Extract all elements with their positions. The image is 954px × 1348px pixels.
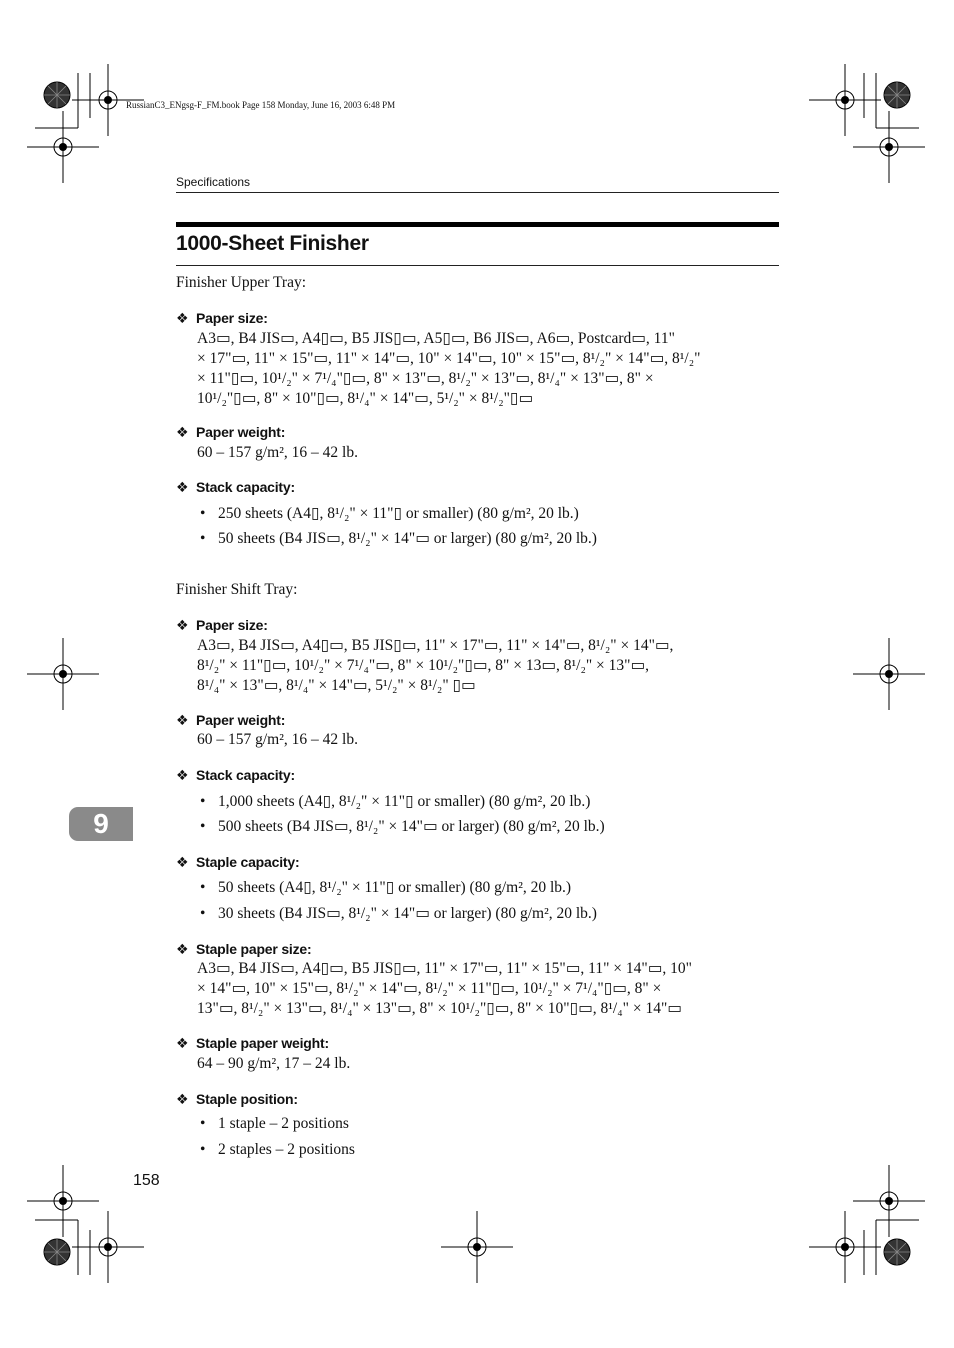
text-line: × 11"▯▭, 10¹/₂" × 7¹/₄"▯▭, 8" × 13"▭, 8¹/₂" × 13"▭, 8¹/₄" × 13"▭, 8" × [197, 370, 654, 387]
staple-paper-size-text [197, 959, 779, 1019]
upper-paper-weight-label: ❖ Paper weight: [176, 424, 286, 440]
staple-paper-weight-value: 64 – 90 g/m², 17 – 24 lb. [197, 1055, 351, 1072]
list-item: • 250 sheets (A4▯, 8¹/₂" × 11"▯ or smaller) (80 g/m², 20 lb.) [200, 505, 579, 522]
shift-paper-weight-label: ❖ Paper weight: [176, 712, 286, 728]
bullet-icon: • [200, 1115, 206, 1132]
section-title: 1000-Sheet Finisher [176, 232, 369, 255]
text-line: × 17"▭, 11" × 15"▭, 11" × 14"▭, 10" × 14"▭, 10" × 15"▭, 8¹/₂" × 14"▭, 8¹/₂" [197, 350, 701, 367]
chapter-tab: 9 [69, 807, 133, 841]
text-line: A3▭, B4 JIS▭, A4▯▭, B5 JIS▯▭, A5▯▭, B6 JIS▭, A6▭, Postcard▭, 11" [197, 330, 675, 347]
bullet-icon: • [200, 530, 206, 547]
shift-stack-capacity-label: ❖ Stack capacity: [176, 767, 295, 783]
list-item: • 500 sheets (B4 JIS▭, 8¹/₂" × 14"▭ or larger) (80 g/m², 20 lb.) [200, 818, 605, 835]
diamond-bullet-icon: ❖ [176, 854, 189, 870]
diamond-bullet-icon: ❖ [176, 941, 189, 957]
header-divider [176, 192, 779, 193]
list-item: • 2 staples – 2 positions [200, 1141, 355, 1158]
upper-paper-size-label: ❖ Paper size: [176, 310, 268, 326]
bullet-icon: • [200, 793, 206, 810]
upper-paper-size-text [197, 329, 779, 409]
text-line: A3▭, B4 JIS▭, A4▯▭, B5 JIS▯▭, 11" × 17"▭, 11" × 15"▭, 11" × 14"▭, 10" [197, 960, 692, 977]
list-item: • 50 sheets (A4▯, 8¹/₂" × 11"▯ or smaller) (80 g/m², 20 lb.) [200, 879, 572, 896]
shift-tray-title: Finisher Shift Tray: [176, 581, 298, 598]
section-divider [176, 265, 779, 266]
diamond-bullet-icon: ❖ [176, 479, 189, 495]
text-line: 13"▭, 8¹/₂" × 13"▭, 8¹/₄" × 13"▭, 8" × 10¹/₂"▯▭, 8" × 10"▯▭, 8¹/₄" × 14"▭ [197, 1000, 682, 1017]
bullet-icon: • [200, 505, 206, 522]
staple-position-label: ❖ Staple position: [176, 1091, 298, 1107]
shift-paper-size-text [197, 636, 779, 696]
list-item: • 1,000 sheets (A4▯, 8¹/₂" × 11"▯ or smaller) (80 g/m², 20 lb.) [200, 793, 591, 810]
list-item: • 30 sheets (B4 JIS▭, 8¹/₂" × 14"▭ or larger) (80 g/m², 20 lb.) [200, 905, 597, 922]
text-line: A3▭, B4 JIS▭, A4▯▭, B5 JIS▯▭, 11" × 17"▭, 11" × 14"▭, 8¹/₂" × 14"▭, [197, 637, 674, 654]
diamond-bullet-icon: ❖ [176, 617, 189, 633]
diamond-bullet-icon: ❖ [176, 310, 189, 326]
running-head: Specifications [176, 175, 251, 189]
text-line: × 14"▭, 10" × 15"▭, 8¹/₂" × 14"▭, 8¹/₂" × 11"▯▭, 10¹/₂" × 7¹/₄"▯▭, 8" × [197, 980, 662, 997]
diamond-bullet-icon: ❖ [176, 712, 189, 728]
list-item: • 50 sheets (B4 JIS▭, 8¹/₂" × 14"▭ or larger) (80 g/m², 20 lb.) [200, 530, 597, 547]
upper-stack-capacity-label: ❖ Stack capacity: [176, 479, 295, 495]
diamond-bullet-icon: ❖ [176, 1091, 189, 1107]
text-line: 8¹/₂" × 11"▯▭, 10¹/₂" × 7¹/₄"▭, 8" × 10¹/₂"▯▭, 8" × 13▭, 8¹/₂" × 13"▭, [197, 657, 650, 674]
shift-paper-size-label: ❖ Paper size: [176, 617, 268, 633]
text-line: 8¹/₄" × 13"▭, 8¹/₄" × 14"▭, 5¹/₂" × 8¹/₂" ▯▭ [197, 677, 476, 694]
diamond-bullet-icon: ❖ [176, 424, 189, 440]
upper-paper-weight-value: 60 – 157 g/m², 16 – 42 lb. [197, 444, 358, 461]
page-number: 158 [133, 1172, 160, 1189]
shift-paper-weight-value: 60 – 157 g/m², 16 – 42 lb. [197, 731, 358, 748]
bullet-icon: • [200, 1141, 206, 1158]
staple-capacity-label: ❖ Staple capacity: [176, 854, 300, 870]
bullet-icon: • [200, 879, 206, 896]
section-bar [176, 222, 779, 227]
bullet-icon: • [200, 818, 206, 835]
staple-paper-weight-label: ❖ Staple paper weight: [176, 1035, 329, 1051]
list-item: • 1 staple – 2 positions [200, 1115, 349, 1132]
text-line: 10¹/₂"▯▭, 8" × 10"▯▭, 8¹/₄" × 14"▭, 5¹/₂" × 8¹/₂"▯▭ [197, 390, 534, 407]
staple-paper-size-label: ❖ Staple paper size: [176, 941, 312, 957]
bullet-icon: • [200, 905, 206, 922]
diamond-bullet-icon: ❖ [176, 1035, 189, 1051]
diamond-bullet-icon: ❖ [176, 767, 189, 783]
upper-tray-title: Finisher Upper Tray: [176, 274, 307, 291]
print-info-line: RussianC3_ENgsg-F_FM.book Page 158 Monday, June 16, 2003 6:48 PM [126, 100, 396, 110]
